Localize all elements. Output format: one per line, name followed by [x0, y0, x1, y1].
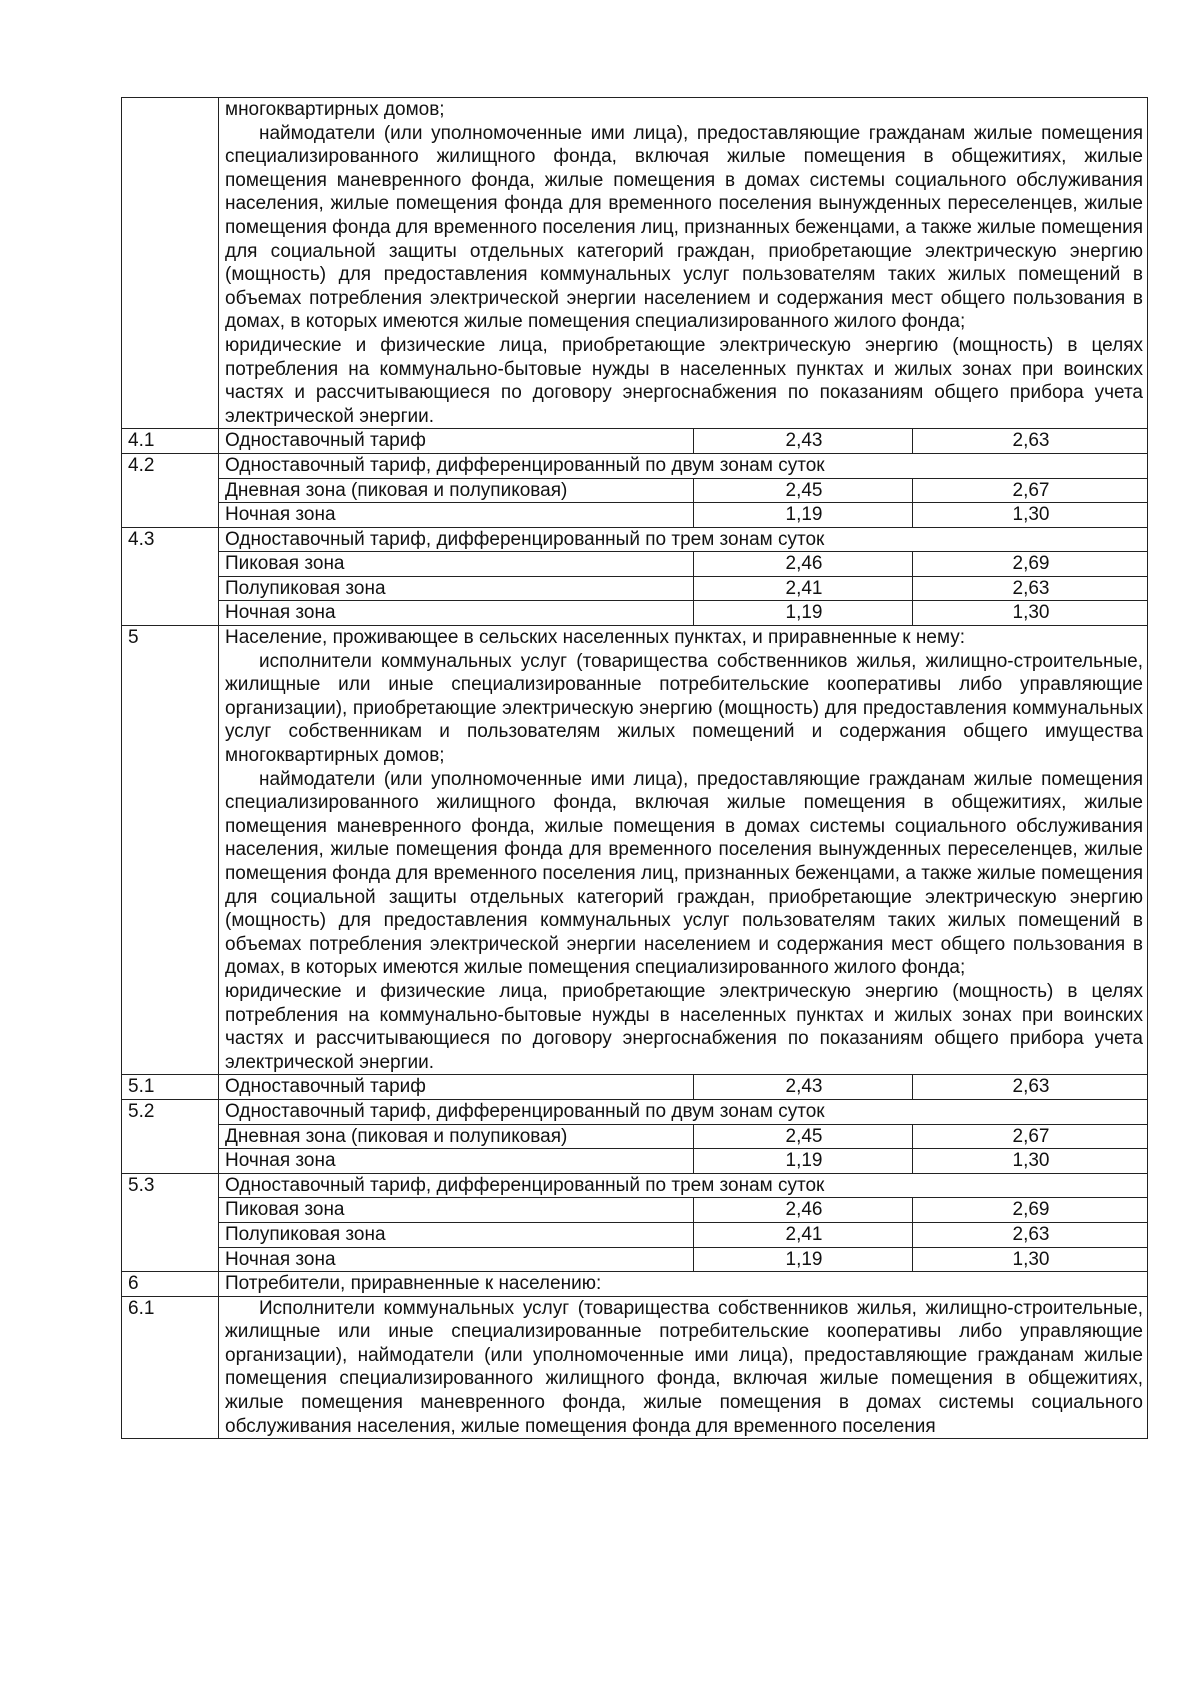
tariff-label: Ночная зона	[219, 503, 694, 528]
block4-description	[219, 98, 1148, 429]
tariff-value-2: 2,67	[913, 478, 1148, 503]
row61-description	[219, 1296, 1148, 1439]
table-row	[122, 453, 1148, 478]
tariff-value-1: 1,19	[694, 1149, 913, 1174]
row-number: 6	[122, 1272, 219, 1297]
tariff-label: Одноставочный тариф	[219, 429, 694, 454]
tariff-label: Пиковая зона	[219, 552, 694, 577]
tariff-value-1: 1,19	[694, 601, 913, 626]
row-number: 6.1	[122, 1296, 219, 1439]
tariff-label: Ночная зона	[219, 601, 694, 626]
block5-description	[219, 626, 1148, 1075]
table-row	[122, 478, 1148, 503]
block4-text-row	[122, 98, 1148, 429]
tariff-value-1: 1,19	[694, 503, 913, 528]
tariff-group-label: Одноставочный тариф, дифференцированный по трем зонам суток	[219, 527, 1148, 552]
table-row	[122, 1198, 1148, 1223]
paragraph: Исполнители коммунальных услуг (товарищества собственников жилья, жилищно-строительные, жилищные или иные специализированные потребительские кооперативы либо управляющие организации), наймодатели (или уполномоченные ими лица), предоставляющие гражданам жилые помещения специализированного жилищного фонда, включая жилые помещения в общежитиях, жилые помещения маневренного фонда, жилые помещения в домах системы социального обслуживания населения, жилые помещения фонда для временного поселения	[225, 1297, 1143, 1437]
row-number: 4.2	[122, 453, 219, 527]
tariff-value-2: 2,67	[913, 1124, 1148, 1149]
tariff-label: Полупиковая зона	[219, 576, 694, 601]
tariff-label: Дневная зона (пиковая и полупиковая)	[219, 1124, 694, 1149]
tariff-value-2: 1,30	[913, 1247, 1148, 1272]
table-row	[122, 601, 1148, 626]
tariff-value-1: 2,43	[694, 429, 913, 454]
tariff-value-2: 2,63	[913, 429, 1148, 454]
row-number	[122, 98, 219, 429]
block5-text-row	[122, 626, 1148, 1075]
row-number: 5.2	[122, 1099, 219, 1173]
table-row	[122, 1149, 1148, 1174]
row-number: 4.1	[122, 429, 219, 454]
row-number: 4.3	[122, 527, 219, 625]
tariff-value-2: 2,63	[913, 576, 1148, 601]
table-row	[122, 552, 1148, 577]
tariff-value-1: 2,45	[694, 478, 913, 503]
row-number: 5.3	[122, 1173, 219, 1271]
table-row	[122, 429, 1148, 454]
tariff-group-label: Одноставочный тариф, дифференцированный по трем зонам суток	[219, 1173, 1148, 1198]
paragraph: наймодатели (или уполномоченные ими лица), предоставляющие гражданам жилые помещения специализированного жилищного фонда, включая жилые помещения в общежитиях, жилые помещения маневренного фонда, жилые помещения в домах системы социального обслуживания населения, жилые помещения фонда для временного поселения вынужденных переселенцев, жилые помещения фонда для временного поселения лиц, признанных беженцами, а также жилые помещения для социальной защиты отдельных категорий граждан, приобретающие электрическую энергию (мощность) для предоставления коммунальных услуг пользователям таких жилых помещений в объемах потребления электрической энергии населением и содержания мест общего пользования в домах, в которых имеются жилые помещения специализированного жилого фонда;	[225, 122, 1143, 333]
tariff-label: Одноставочный тариф	[219, 1075, 694, 1100]
tariff-label: Пиковая зона	[219, 1198, 694, 1223]
tariff-value-2: 1,30	[913, 601, 1148, 626]
tariff-value-1: 2,43	[694, 1075, 913, 1100]
table-row	[122, 1222, 1148, 1247]
tariff-value-2: 1,30	[913, 1149, 1148, 1174]
tariff-value-1: 2,45	[694, 1124, 913, 1149]
table-row	[122, 527, 1148, 552]
row-number: 5	[122, 626, 219, 1075]
paragraph: юридические и физические лица, приобретающие электрическую энергию (мощность) в целях потребления на коммунально-бытовые нужды в населенных пунктах и жилых зонах при воинских частях и рассчитывающиеся по договору энергоснабжения по показаниям общего прибора учета электрической энергии.	[225, 334, 1143, 427]
tariff-value-2: 2,69	[913, 1198, 1148, 1223]
paragraph: юридические и физические лица, приобретающие электрическую энергию (мощность) в целях потребления на коммунально-бытовые нужды в населенных пунктах и жилых зонах при воинских частях и рассчитывающиеся по договору энергоснабжения по показаниям общего прибора учета электрической энергии.	[225, 980, 1143, 1073]
table-row	[122, 1124, 1148, 1149]
tariff-value-1: 2,41	[694, 1222, 913, 1247]
tariff-group-label: Одноставочный тариф, дифференцированный по двум зонам суток	[219, 453, 1148, 478]
table-row	[122, 1247, 1148, 1272]
tariff-value-2: 1,30	[913, 503, 1148, 528]
paragraph: исполнители коммунальных услуг (товарищества собственников жилья, жилищно-строительные, жилищные или иные специализированные потребительские кооперативы либо управляющие организации), приобретающие электрическую энергию (мощность) для предоставления коммунальных услуг собственникам и пользователям жилых помещений и содержания общего имущества многоквартирных домов;	[225, 650, 1143, 767]
table-row	[122, 1075, 1148, 1100]
table-row	[122, 503, 1148, 528]
tariff-group-label: Одноставочный тариф, дифференцированный по двум зонам суток	[219, 1099, 1148, 1124]
tariff-table	[121, 97, 1148, 1439]
paragraph: наймодатели (или уполномоченные ими лица), предоставляющие гражданам жилые помещения специализированного жилищного фонда, включая жилые помещения в общежитиях, жилые помещения маневренного фонда, жилые помещения в домах системы социального обслуживания населения, жилые помещения фонда для временного поселения вынужденных переселенцев, жилые помещения фонда для временного поселения лиц, признанных беженцами, а также жилые помещения для социальной защиты отдельных категорий граждан, приобретающие электрическую энергию (мощность) для предоставления коммунальных услуг пользователям таких жилых помещений в объемах потребления электрической энергии населением и содержания мест общего пользования в домах, в которых имеются жилые помещения специализированного жилого фонда;	[225, 768, 1143, 979]
row-number: 5.1	[122, 1075, 219, 1100]
table-row	[122, 1296, 1148, 1439]
tariff-value-2: 2,63	[913, 1075, 1148, 1100]
tariff-value-1: 2,46	[694, 552, 913, 577]
tariff-value-2: 2,69	[913, 552, 1148, 577]
section-heading: Потребители, приравненные к населению:	[219, 1272, 1148, 1297]
table-row	[122, 1272, 1148, 1297]
tariff-label: Дневная зона (пиковая и полупиковая)	[219, 478, 694, 503]
tariff-value-1: 1,19	[694, 1247, 913, 1272]
table-row	[122, 576, 1148, 601]
tariff-label: Полупиковая зона	[219, 1222, 694, 1247]
paragraph: Население, проживающее в сельских населенных пунктах, и приравненные к нему:	[225, 627, 965, 649]
table-row	[122, 1099, 1148, 1124]
tariff-value-1: 2,41	[694, 576, 913, 601]
tariff-value-2: 2,63	[913, 1222, 1148, 1247]
table-row	[122, 1173, 1148, 1198]
paragraph: многоквартирных домов;	[225, 99, 445, 120]
tariff-label: Ночная зона	[219, 1149, 694, 1174]
tariff-label: Ночная зона	[219, 1247, 694, 1272]
tariff-value-1: 2,46	[694, 1198, 913, 1223]
